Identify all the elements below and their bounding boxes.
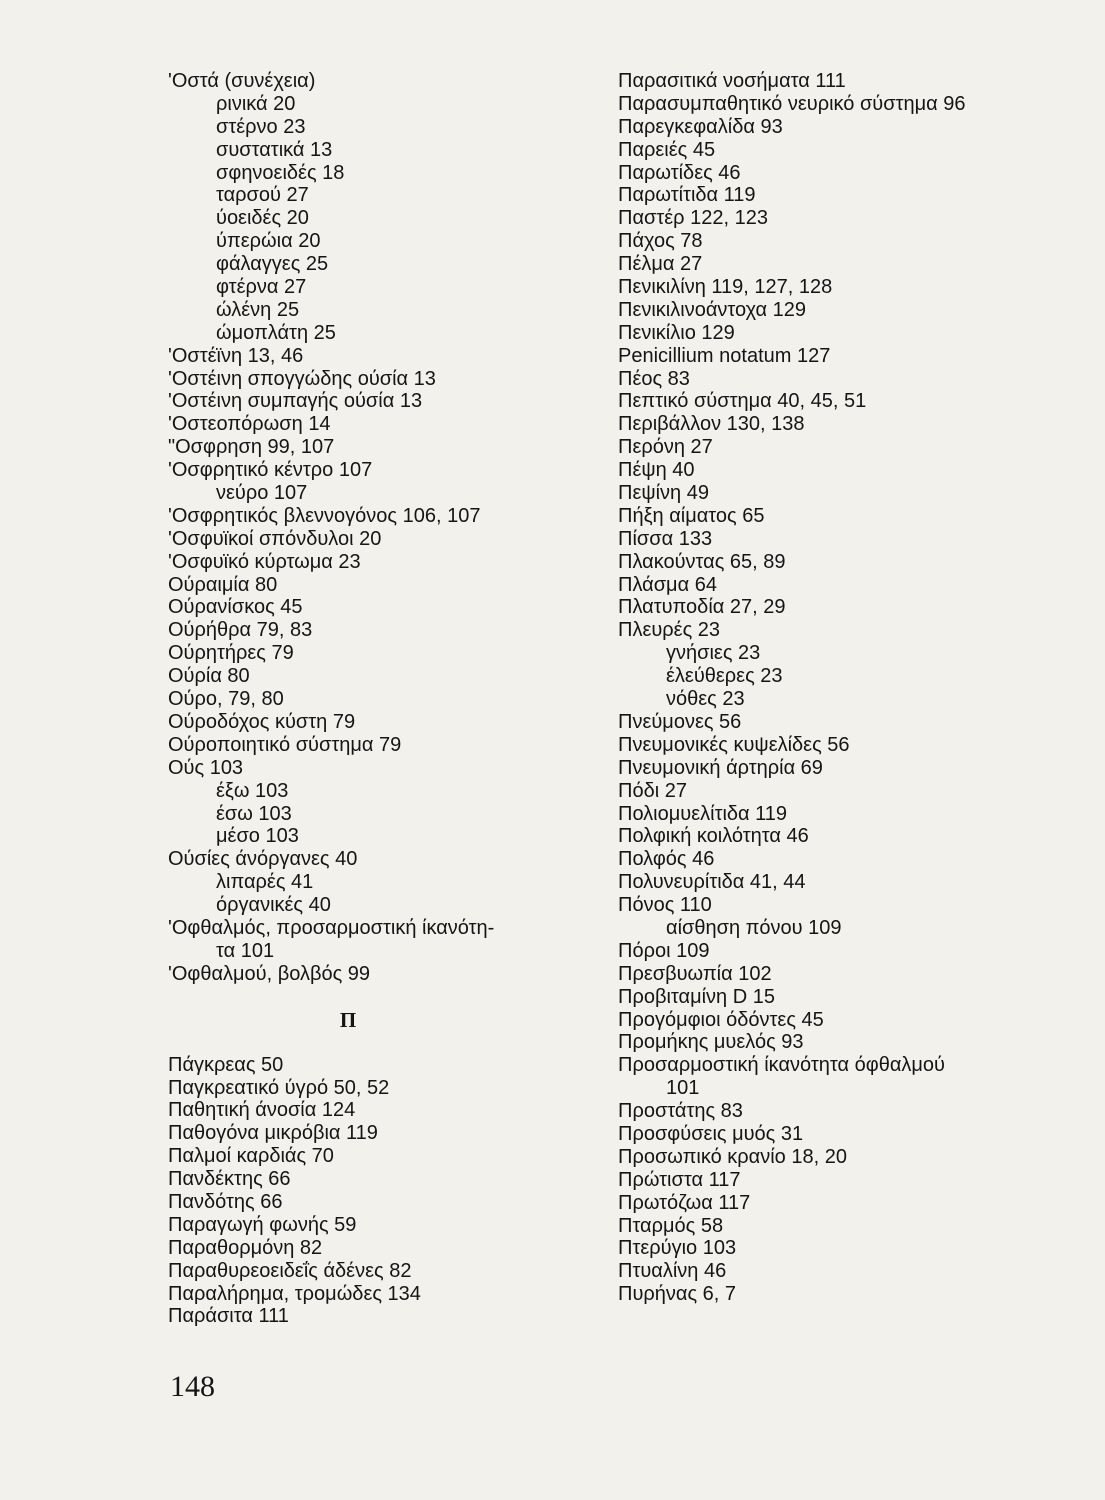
index-entry: 'Οσφρητικός βλεννογόνος 106, 107 <box>168 504 481 527</box>
index-entry: Παρειές 45 <box>618 138 716 161</box>
index-entry: Παρασιτικά νοσήματα 111 <box>618 70 846 92</box>
index-entry: 'Οφθαλμός, προσαρμοστική ίκανότη- <box>168 916 495 939</box>
index-entry: Πολυνευρίτιδα 41, 44 <box>618 871 806 894</box>
index-entry: Προμήκης μυελός 93 <box>618 1031 804 1054</box>
index-subentry: ύπερώια 20 <box>216 230 321 253</box>
index-entry: Πταρμός 58 <box>618 1214 724 1237</box>
index-entry: Πόδι 27 <box>618 779 687 802</box>
index-entry: Πρώτιστα 117 <box>618 1168 741 1191</box>
index-entry: Ούροποιητικό σύστημα 79 <box>168 733 402 756</box>
index-entry: Πήξη αίματος 65 <box>618 504 765 527</box>
index-entry: Προβιταμίνη D 15 <box>618 985 775 1008</box>
index-entry: "Οσφρηση 99, 107 <box>168 436 335 459</box>
index-subentry: τα 101 <box>216 939 275 962</box>
index-entry: Πλακούντας 65, 89 <box>618 550 786 573</box>
index-entry: Πάχος 78 <box>618 230 703 253</box>
index-subentry: αίσθηση πόνου 109 <box>666 916 842 939</box>
index-subentry: σφηνοειδές 18 <box>216 161 345 184</box>
index-entry: Πυρήνας 6, 7 <box>618 1283 736 1306</box>
index-entry: Πρεσβυωπία 102 <box>618 962 772 985</box>
index-entry: Ούρητήρες 79 <box>168 642 294 665</box>
index-entry: Πρωτόζωα 117 <box>618 1191 751 1214</box>
index-subentry: φάλαγγες 25 <box>216 253 329 276</box>
index-entry: Πολφική κοιλότητα 46 <box>618 825 809 848</box>
index-entry: Ούρήθρα 79, 83 <box>168 619 313 642</box>
index-entry: Πόνος 110 <box>618 894 712 917</box>
index-entry: Παρεγκεφαλίδα 93 <box>618 115 783 138</box>
index-subentry: ώμοπλάτη 25 <box>216 321 336 344</box>
index-entry: Πολιομυελίτιδα 119 <box>618 802 788 825</box>
index-entry: Ούροδόχος κύστη 79 <box>168 710 356 733</box>
index-entry: Παραθυρεοειδεΐς άδένες 82 <box>168 1259 412 1282</box>
index-entry: Ούς 103 <box>168 756 244 779</box>
index-entry: Προγόμφιοι όδόντες 45 <box>618 1008 824 1031</box>
left-index-column <box>168 70 588 1328</box>
index-subentry: ώλένη 25 <box>216 298 300 321</box>
index-entry: Παρασυμπαθητικό νευρικό σύστημα 96 <box>618 92 966 115</box>
index-entry: Πανδέκτης 66 <box>168 1168 291 1191</box>
index-entry: Πλατυποδία 27, 29 <box>618 596 786 619</box>
index-entry: Πάγκρεας 50 <box>168 1053 284 1076</box>
index-entry: Παθογόνα μικρόβια 119 <box>168 1122 378 1145</box>
index-subentry: όργανικές 40 <box>216 894 331 917</box>
index-entry: Πλευρές 23 <box>618 619 721 642</box>
index-entry: Πνευμονικές κυψελίδες 56 <box>618 733 850 756</box>
index-entry: 'Οστά (συνέχεια) <box>168 70 316 92</box>
index-entry: Παλμοί καρδιάς 70 <box>168 1145 334 1168</box>
index-entry: Πίσσα 133 <box>618 527 713 550</box>
index-subentry: συστατικά 13 <box>216 138 333 161</box>
index-entry: 'Οστέινη σπογγώδης ούσία 13 <box>168 367 436 390</box>
index-entry: 'Οστεοπόρωση 14 <box>168 413 331 436</box>
index-subentry: νεύρο 107 <box>216 482 308 505</box>
index-entry: Ούραιμία 80 <box>168 573 278 596</box>
right-index-column <box>618 70 1098 1306</box>
index-entry: Παγκρεατικό ύγρό 50, 52 <box>168 1076 390 1099</box>
index-entry: 'Οσφυϊκοί σπόνδυλοι 20 <box>168 527 382 550</box>
index-subentry: νόθες 23 <box>666 688 745 711</box>
index-subentry: γνήσιες 23 <box>666 642 761 665</box>
index-entry: Penicillium notatum 127 <box>618 344 831 367</box>
index-entry: Πτυαλίνη 46 <box>618 1260 727 1283</box>
index-entry: Πνευμονική άρτηρία 69 <box>618 756 823 779</box>
index-subentry: έξω 103 <box>216 779 289 802</box>
section-letter-heading: Π <box>339 1007 357 1032</box>
index-entry: Πέψη 40 <box>618 459 695 482</box>
index-subentry: φτέρνα 27 <box>216 276 307 299</box>
index-entry: Παραλήρημα, τρομώδες 134 <box>168 1282 421 1305</box>
index-subentry: έλεύθερες 23 <box>666 665 783 688</box>
index-entry: Ούσίες άνόργανες 40 <box>168 848 358 871</box>
index-entry: Ούρανίσκος 45 <box>168 596 303 619</box>
index-entry: Πολφός 46 <box>618 848 715 871</box>
index-subentry: μέσο 103 <box>216 825 299 848</box>
index-entry: Πεπτικό σύστημα 40, 45, 51 <box>618 390 867 413</box>
index-entry: Παραθορμόνη 82 <box>168 1236 323 1259</box>
index-entry: 'Οσφρητικό κέντρο 107 <box>168 459 373 482</box>
index-entry: Πτερύγιο 103 <box>618 1237 737 1260</box>
index-entry: Προσφύσεις μυός 31 <box>618 1122 804 1145</box>
index-entry: Πενικιλίνη 119, 127, 128 <box>618 276 833 299</box>
index-entry: 'Οστέϊνη 13, 46 <box>168 344 304 367</box>
index-entry: Παρωτίδες 46 <box>618 161 741 184</box>
index-entry: Πενικιλινοάντοχα 129 <box>618 298 807 321</box>
index-entry: Πέλμα 27 <box>618 253 703 276</box>
index-entry: Ούρο, 79, 80 <box>168 688 284 711</box>
index-subentry: 101 <box>666 1077 700 1100</box>
index-entry: Προστάτης 83 <box>618 1100 743 1123</box>
index-entry: Προσωπικό κρανίο 18, 20 <box>618 1145 847 1168</box>
index-entry: 'Οφθαλμού, βολβός 99 <box>168 962 371 985</box>
index-entry: Παστέρ 122, 123 <box>618 207 768 230</box>
index-entry: Πανδότης 66 <box>168 1190 283 1213</box>
index-entry: Πλάσμα 64 <box>618 573 717 596</box>
index-entry: Παρωτίτιδα 119 <box>618 184 756 207</box>
index-entry: Πεψίνη 49 <box>618 482 709 505</box>
index-subentry: ρινικά 20 <box>216 92 296 115</box>
index-subentry: λιπαρές 41 <box>216 871 314 894</box>
index-entry: 'Οσφυϊκό κύρτωμα 23 <box>168 550 361 573</box>
index-entry: Παθητική άνοσία 124 <box>168 1099 356 1122</box>
index-entry: Πόροι 109 <box>618 939 710 962</box>
index-entry: Πέος 83 <box>618 367 690 390</box>
index-entry: Περόνη 27 <box>618 436 713 459</box>
index-subentry: στέρνο 23 <box>216 115 306 138</box>
index-entry: 'Οστέινη συμπαγής ούσία 13 <box>168 390 423 413</box>
page-number: 148 <box>170 1370 215 1403</box>
index-subentry: έσω 103 <box>216 802 292 825</box>
index-entry: Πενικίλιο 129 <box>618 321 735 344</box>
index-subentry: ταρσού 27 <box>216 184 309 207</box>
index-entry: Παραγωγή φωνής 59 <box>168 1213 357 1236</box>
index-entry: Παράσιτα 111 <box>168 1305 289 1328</box>
index-entry: Περιβάλλον 130, 138 <box>618 413 805 436</box>
index-entry: Προσαρμοστική ίκανότητα όφθαλμού <box>618 1054 945 1077</box>
index-entry: Ούρία 80 <box>168 665 250 688</box>
index-entry: Πνεύμονες 56 <box>618 710 742 733</box>
index-subentry: ύοειδές 20 <box>216 207 309 230</box>
